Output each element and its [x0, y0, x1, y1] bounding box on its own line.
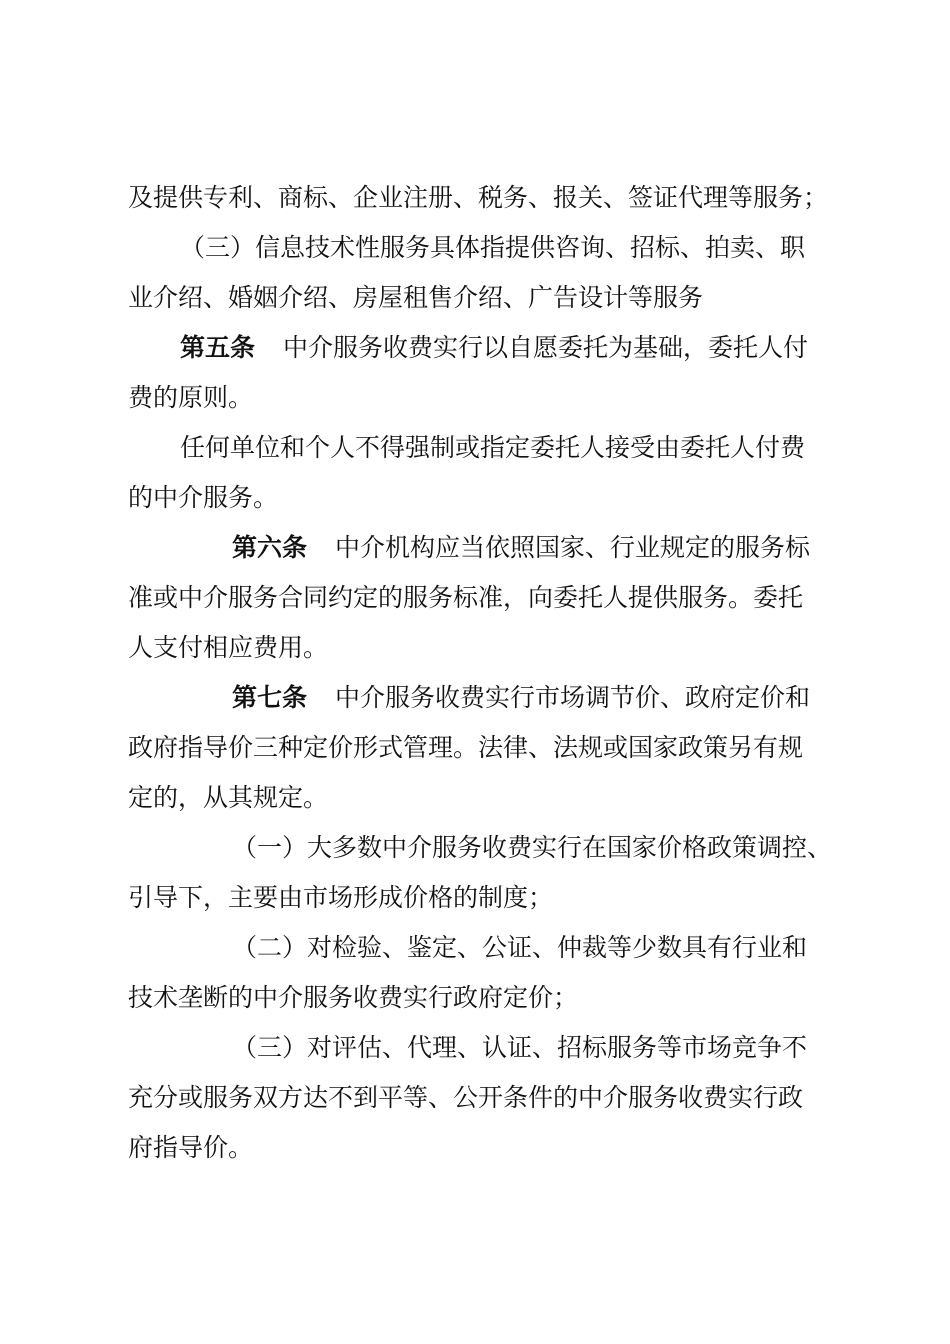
text-line: 任何单位和个人不得强制或指定委托人接受由委托人付费	[180, 433, 806, 462]
text-line: （三）对评估、代理、认证、招标服务等市场竞争不	[232, 1033, 808, 1062]
text-line: 业介绍、婚姻介绍、房屋租售介绍、广告设计等服务	[128, 283, 704, 312]
text-line: （一）大多数中介服务收费实行在国家价格政策调控、	[232, 833, 833, 862]
article-text: 中介服务收费实行市场调节价、政府定价和	[335, 683, 811, 712]
text-line: 人支付相应费用。	[128, 633, 329, 662]
article-heading: 第五条	[180, 333, 256, 362]
text-line: 及提供专利、商标、企业注册、税务、报关、签证代理等服务；	[128, 183, 829, 212]
text-line: 政府指导价三种定价形式管理。法律、法规或国家政策另有规	[128, 733, 804, 762]
text-line: 府指导价。	[128, 1133, 254, 1162]
article-text: 中介机构应当依照国家、行业规定的服务标	[335, 533, 811, 562]
article-heading: 第七条	[232, 683, 308, 712]
text-line: （二）对检验、鉴定、公证、仲裁等少数具有行业和	[232, 933, 808, 962]
text-line: 的中介服务。	[128, 483, 279, 512]
text-line: 准或中介服务合同约定的服务标准，向委托人提供服务。委托	[128, 583, 804, 612]
article-heading: 第六条	[232, 533, 308, 562]
text-line: 技术垄断的中介服务收费实行政府定价；	[128, 983, 579, 1012]
text-line: 引导下，主要由市场形成价格的制度；	[128, 883, 554, 912]
article-text: 中介服务收费实行以自愿委托为基础，委托人付	[283, 333, 809, 362]
text-line	[232, 533, 810, 563]
text-line	[180, 333, 808, 363]
text-line: 费的原则。	[128, 383, 254, 412]
text-line: 定的，从其规定。	[128, 783, 329, 812]
text-line: 充分或服务双方达不到平等、公开条件的中介服务收费实行政	[128, 1083, 804, 1112]
text-line: （三）信息技术性服务具体指提供咨询、招标、拍卖、职	[180, 233, 806, 262]
text-line	[232, 683, 810, 713]
